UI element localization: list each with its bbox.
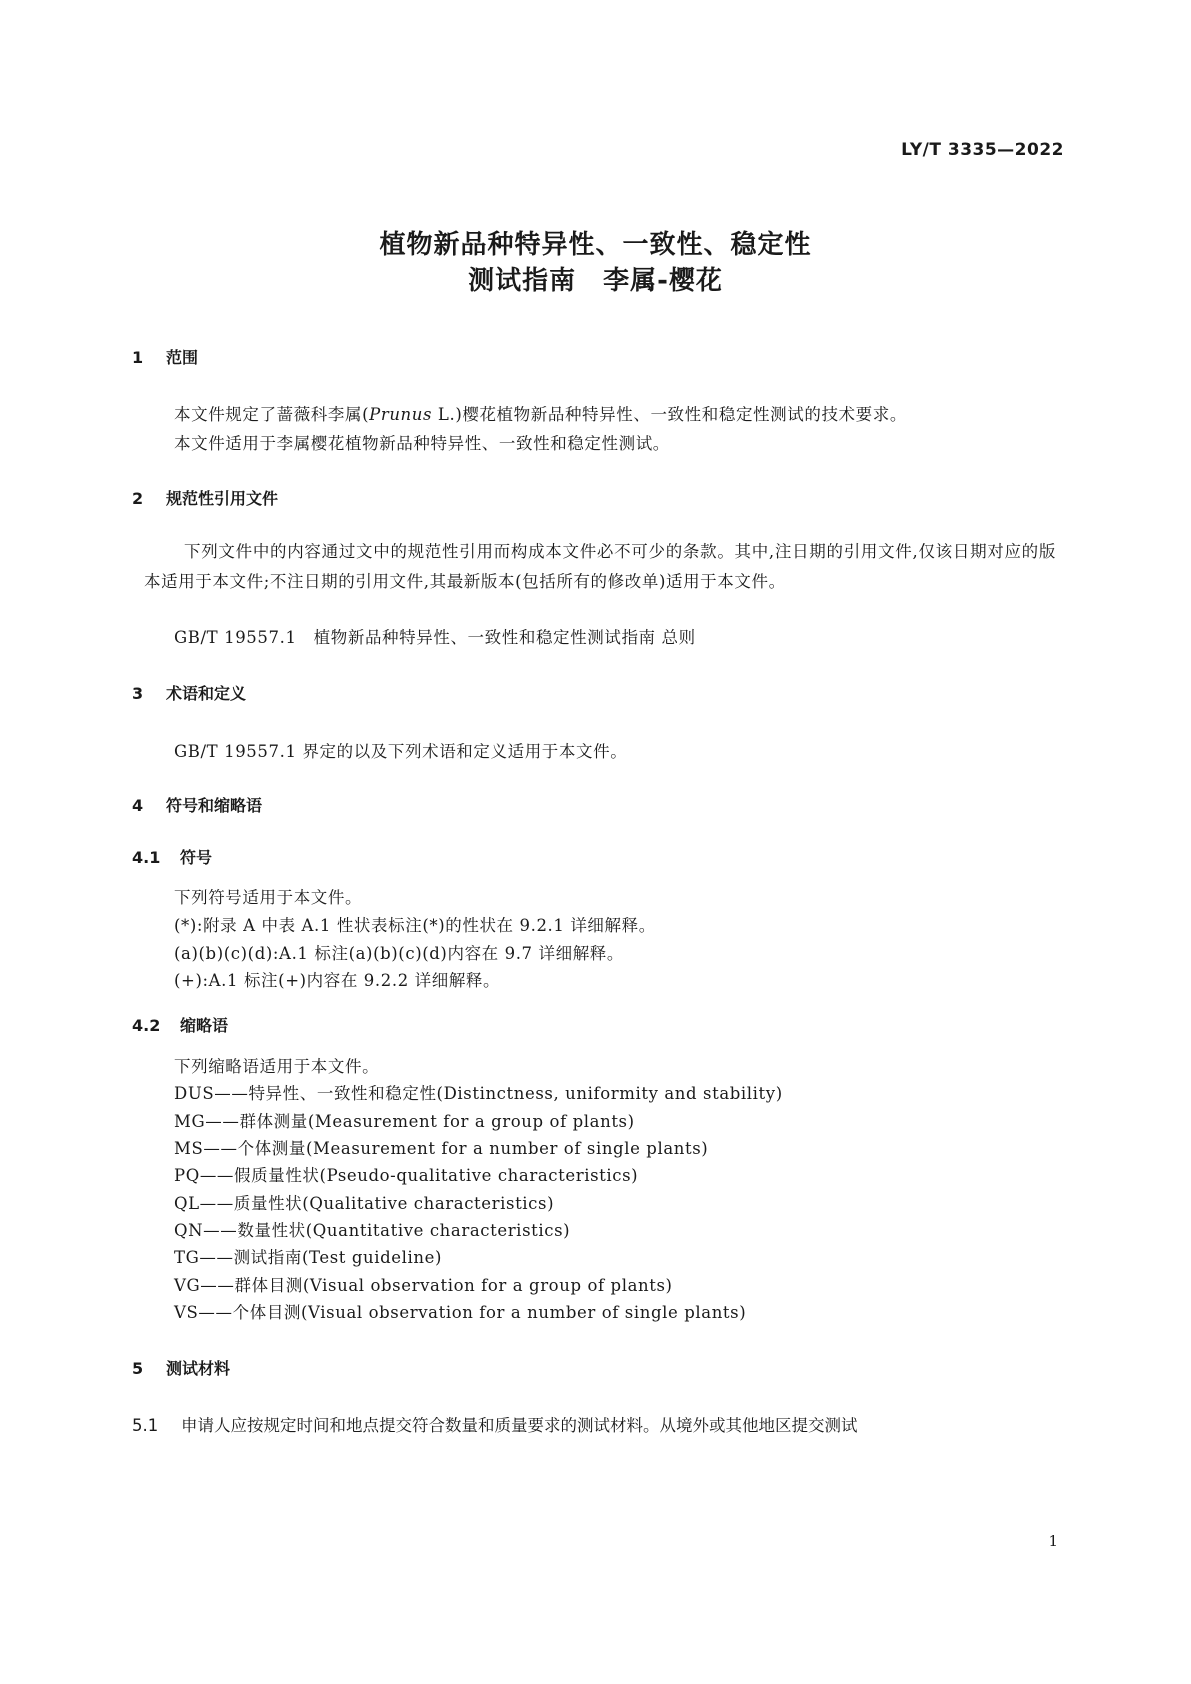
section-title: 规范性引用文件 xyxy=(166,489,279,508)
abbreviation-line: PQ——假质量性状(Pseudo-qualitative characteristics) xyxy=(174,1166,639,1185)
section-4-2-heading xyxy=(132,1013,228,1036)
section-number: 4.1 xyxy=(132,848,161,867)
abbreviation-line: QN——数量性状(Quantitative characteristics) xyxy=(174,1221,571,1240)
section-title: 术语和定义 xyxy=(166,684,247,703)
page-number: 1 xyxy=(1048,1532,1058,1550)
section-number: 3 xyxy=(132,684,144,703)
section-title: 测试材料 xyxy=(166,1359,231,1378)
section-2-heading xyxy=(132,486,278,509)
section-5-1-paragraph xyxy=(132,1412,858,1436)
section-title: 符号 xyxy=(180,848,213,867)
abbreviation-line: 下列缩略语适用于本文件。 xyxy=(174,1057,380,1076)
genus-name: Prunus xyxy=(369,405,433,424)
section-1-paragraph-1: 本文件规定了蔷薇科李属(Prunus L.)樱花植物新品种特异性、一致性和稳定性测试的技术要求。 xyxy=(174,405,907,424)
section-4-heading xyxy=(132,793,262,816)
section-2-paragraph: 下列文件中的内容通过文中的规范性引用而构成本文件必不可少的条款。其中,注日期的引用文件,仅该日期对应的版本适用于本文件;不注日期的引用文件,其最新版本(包括所有的修改单)适用于本文件。 xyxy=(144,542,1056,591)
abbreviation-line: MS——个体测量(Measurement for a number of single plants) xyxy=(174,1139,709,1158)
abbreviation-line: QL——质量性状(Qualitative characteristics) xyxy=(174,1194,555,1213)
section-number: 5 xyxy=(132,1359,144,1378)
section-title: 范围 xyxy=(166,348,199,367)
section-1-paragraph-2: 本文件适用于李属樱花植物新品种特异性、一致性和稳定性测试。 xyxy=(174,434,670,453)
abbreviation-line: DUS——特异性、一致性和稳定性(Distinctness, uniformity and stability) xyxy=(174,1084,783,1103)
section-number: 4 xyxy=(132,796,144,815)
section-text: 申请人应按规定时间和地点提交符合数量和质量要求的测试材料。从境外或其他地区提交测试 xyxy=(181,1416,858,1435)
section-number: 1 xyxy=(132,348,144,367)
document-title-line-1: 植物新品种特异性、一致性、稳定性 xyxy=(379,230,812,260)
document-title-line-2: 测试指南 李属-樱花 xyxy=(468,266,723,296)
abbreviation-line: TG——测试指南(Test guideline) xyxy=(174,1248,443,1267)
normative-reference: GB/T 19557.1 植物新品种特异性、一致性和稳定性测试指南 总则 xyxy=(174,628,696,647)
symbols-line: (+):A.1 标注(+)内容在 9.2.2 详细解释。 xyxy=(174,971,501,990)
section-3-paragraph: GB/T 19557.1 界定的以及下列术语和定义适用于本文件。 xyxy=(174,742,628,761)
symbols-line: (*):附录 A 中表 A.1 性状表标注(*)的性状在 9.2.1 详细解释。 xyxy=(174,916,656,935)
section-1-heading xyxy=(132,345,198,368)
abbreviation-line: VS——个体目测(Visual observation for a number of single plants) xyxy=(174,1303,747,1322)
abbreviation-line: VG——群体目测(Visual observation for a group of plants) xyxy=(174,1276,673,1295)
section-title: 符号和缩略语 xyxy=(166,796,263,815)
section-number: 2 xyxy=(132,489,144,508)
symbols-line: (a)(b)(c)(d):A.1 标注(a)(b)(c)(d)内容在 9.7 详细解释。 xyxy=(174,944,624,963)
symbols-line: 下列符号适用于本文件。 xyxy=(174,888,363,907)
document-code: LY/T 3335—2022 xyxy=(901,140,1064,160)
section-number: 4.2 xyxy=(132,1016,161,1035)
section-number: 5.1 xyxy=(132,1416,159,1435)
section-4-1-heading xyxy=(132,845,212,868)
section-title: 缩略语 xyxy=(180,1016,229,1035)
abbreviation-line: MG——群体测量(Measurement for a group of plants) xyxy=(174,1112,635,1131)
section-3-heading xyxy=(132,681,246,704)
section-5-heading xyxy=(132,1356,230,1379)
